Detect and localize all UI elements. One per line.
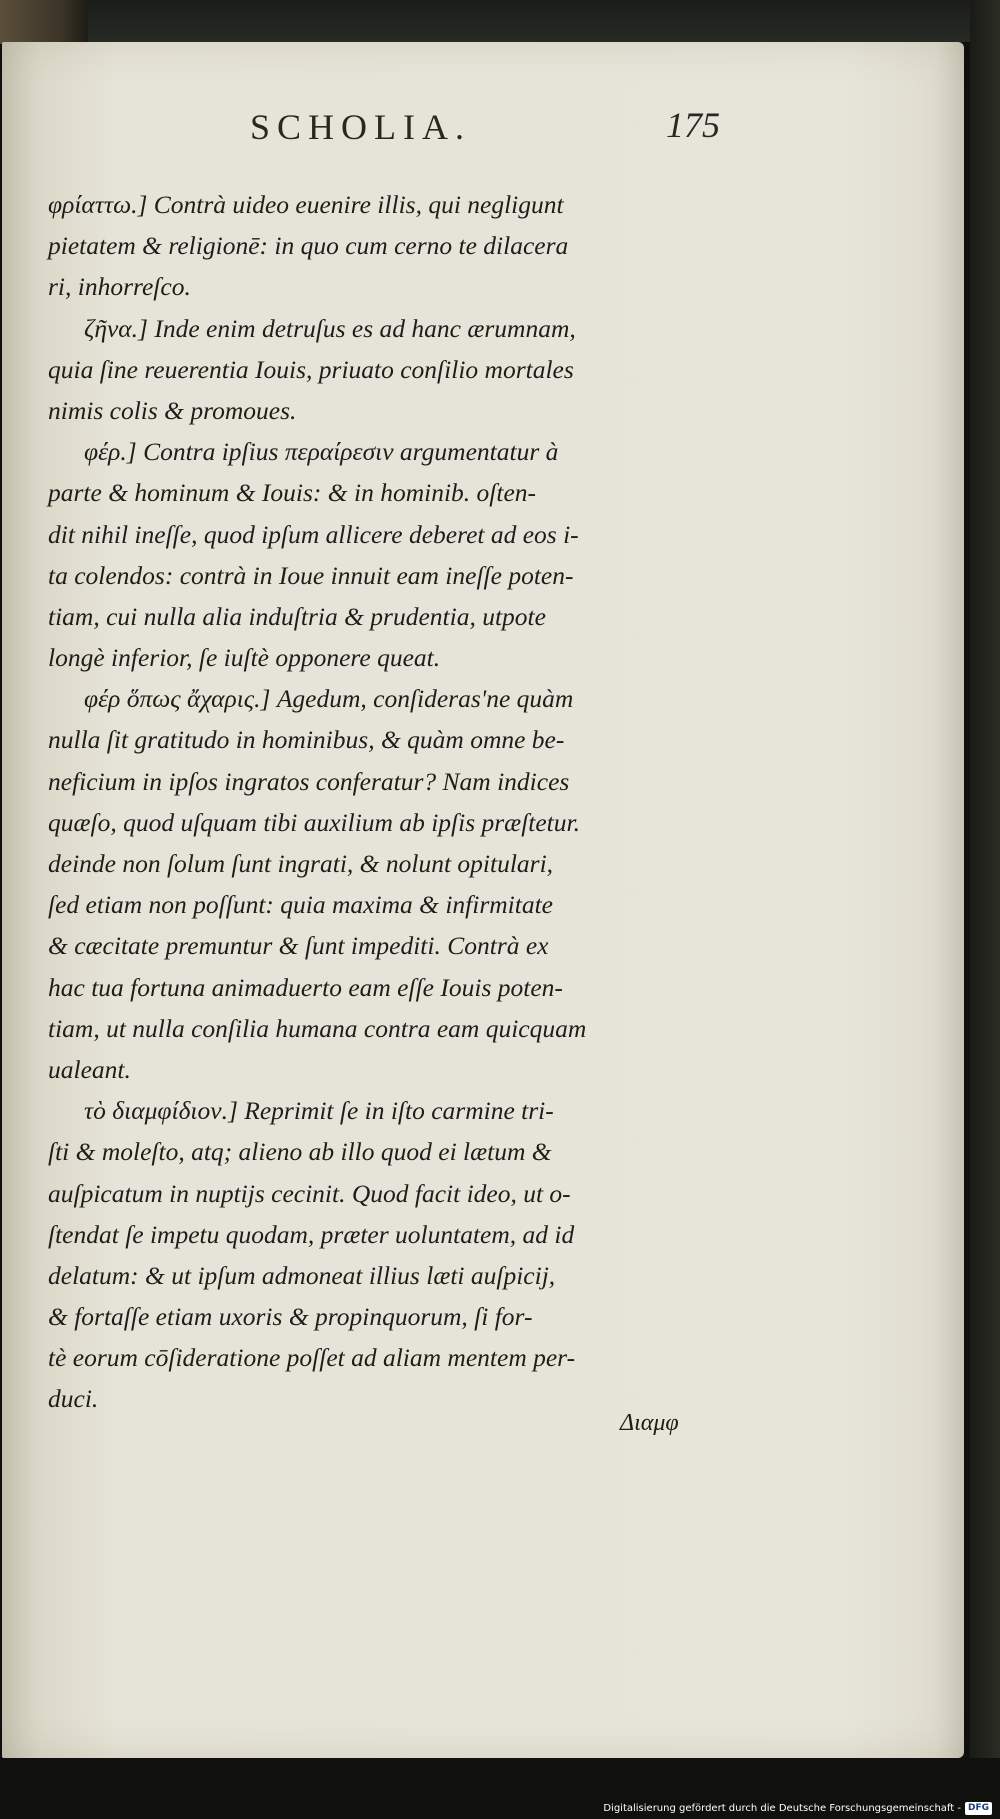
text-line: φρίαττω.] Contrà uideo euenire illis, qui negligunt bbox=[48, 190, 564, 219]
text-line: tiam, ut nulla conſilia humana contra eam quicquam bbox=[48, 1013, 587, 1043]
scholia-text bbox=[48, 184, 704, 1420]
text-line: quæſo, quod uſquam tibi auxilium ab ipſis præſtetur. bbox=[48, 807, 580, 837]
text-line: deinde non ſolum ſunt ingrati, & nolunt opitulari, bbox=[48, 849, 554, 878]
text-line: neficium in ipſos ingratos conferatur? Nam indices bbox=[48, 766, 570, 796]
text-line: longè inferior, ſe iuſtè opponere queat. bbox=[48, 643, 441, 673]
text-line: pietatem & religionē: in quo cum cerno te dilacera bbox=[48, 231, 569, 261]
text-line: τὸ διαμφίδιον.] Reprimit ſe in iſto carmine tri- bbox=[84, 1096, 554, 1126]
text-line: parte & hominum & Iouis: & in hominib. oſten- bbox=[48, 478, 537, 508]
page-header bbox=[250, 100, 720, 160]
catchword: Διαμφ bbox=[620, 1410, 679, 1436]
text-line: hac tua fortuna animaduerto eam eſſe Iouis poten- bbox=[48, 972, 563, 1002]
text-line: auſpicatum in nuptijs cecinit. Quod facit ideo, ut o- bbox=[48, 1178, 571, 1208]
text-line: duci. bbox=[48, 1384, 99, 1414]
dfg-logo: DFG bbox=[965, 1802, 992, 1815]
digitization-credit bbox=[603, 1802, 992, 1815]
text-line: φέρ ὅπως ἄχαρις.] Agedum, conſideras'ne quàm bbox=[84, 684, 574, 714]
text-line: & fortaſſe etiam uxoris & propinquorum, ſi for- bbox=[48, 1302, 533, 1332]
text-line: ſed etiam non poſſunt: quia maxima & infirmitate bbox=[48, 890, 553, 920]
page-number: 175 bbox=[666, 105, 720, 145]
running-head: SCHOLIA. bbox=[250, 107, 472, 147]
text-line: ta colendos: contrà in Ioue innuit eam ineſſe poten- bbox=[48, 560, 574, 590]
text-line: ſtendat ſe impetu quodam, præter uoluntatem, ad id bbox=[48, 1219, 575, 1249]
text-line: dit nihil ineſſe, quod ipſum allicere deberet ad eos i- bbox=[48, 519, 579, 549]
text-line: ſti & moleſto, atq; alieno ab illo quod ei lætum & bbox=[48, 1137, 552, 1167]
scan-right-edge bbox=[970, 0, 1000, 1819]
book-spine-edge bbox=[0, 0, 88, 44]
text-line: nimis colis & promoues. bbox=[48, 395, 297, 425]
text-line: φέρ.] Contra ipſius περαίρεσιν argumentatur à bbox=[84, 437, 559, 467]
text-line: & cæcitate premuntur & ſunt impediti. Contrà ex bbox=[48, 931, 549, 961]
text-line: tè eorum cōſideratione poſſet ad aliam mentem per- bbox=[48, 1343, 576, 1373]
credit-text: Digitalisierung gefördert durch die Deutsche Forschungsgemeinschaft - bbox=[603, 1803, 961, 1814]
text-line: tiam, cui nulla alia induſtria & prudentia, utpote bbox=[48, 601, 546, 631]
text-line: ri, inhorreſco. bbox=[48, 272, 191, 302]
text-line: quia ſine reuerentia Iouis, priuato conſilio mortales bbox=[48, 354, 574, 384]
scan-top-band bbox=[0, 0, 1000, 42]
text-line: nulla ſit gratitudo in hominibus, & quàm omne be- bbox=[48, 725, 565, 755]
text-line: ualeant. bbox=[48, 1054, 131, 1084]
text-line: ζῆνα.] Inde enim detruſus es ad hanc ærumnam, bbox=[84, 313, 576, 343]
text-line: delatum: & ut ipſum admoneat illius læti auſpicij, bbox=[48, 1260, 556, 1290]
